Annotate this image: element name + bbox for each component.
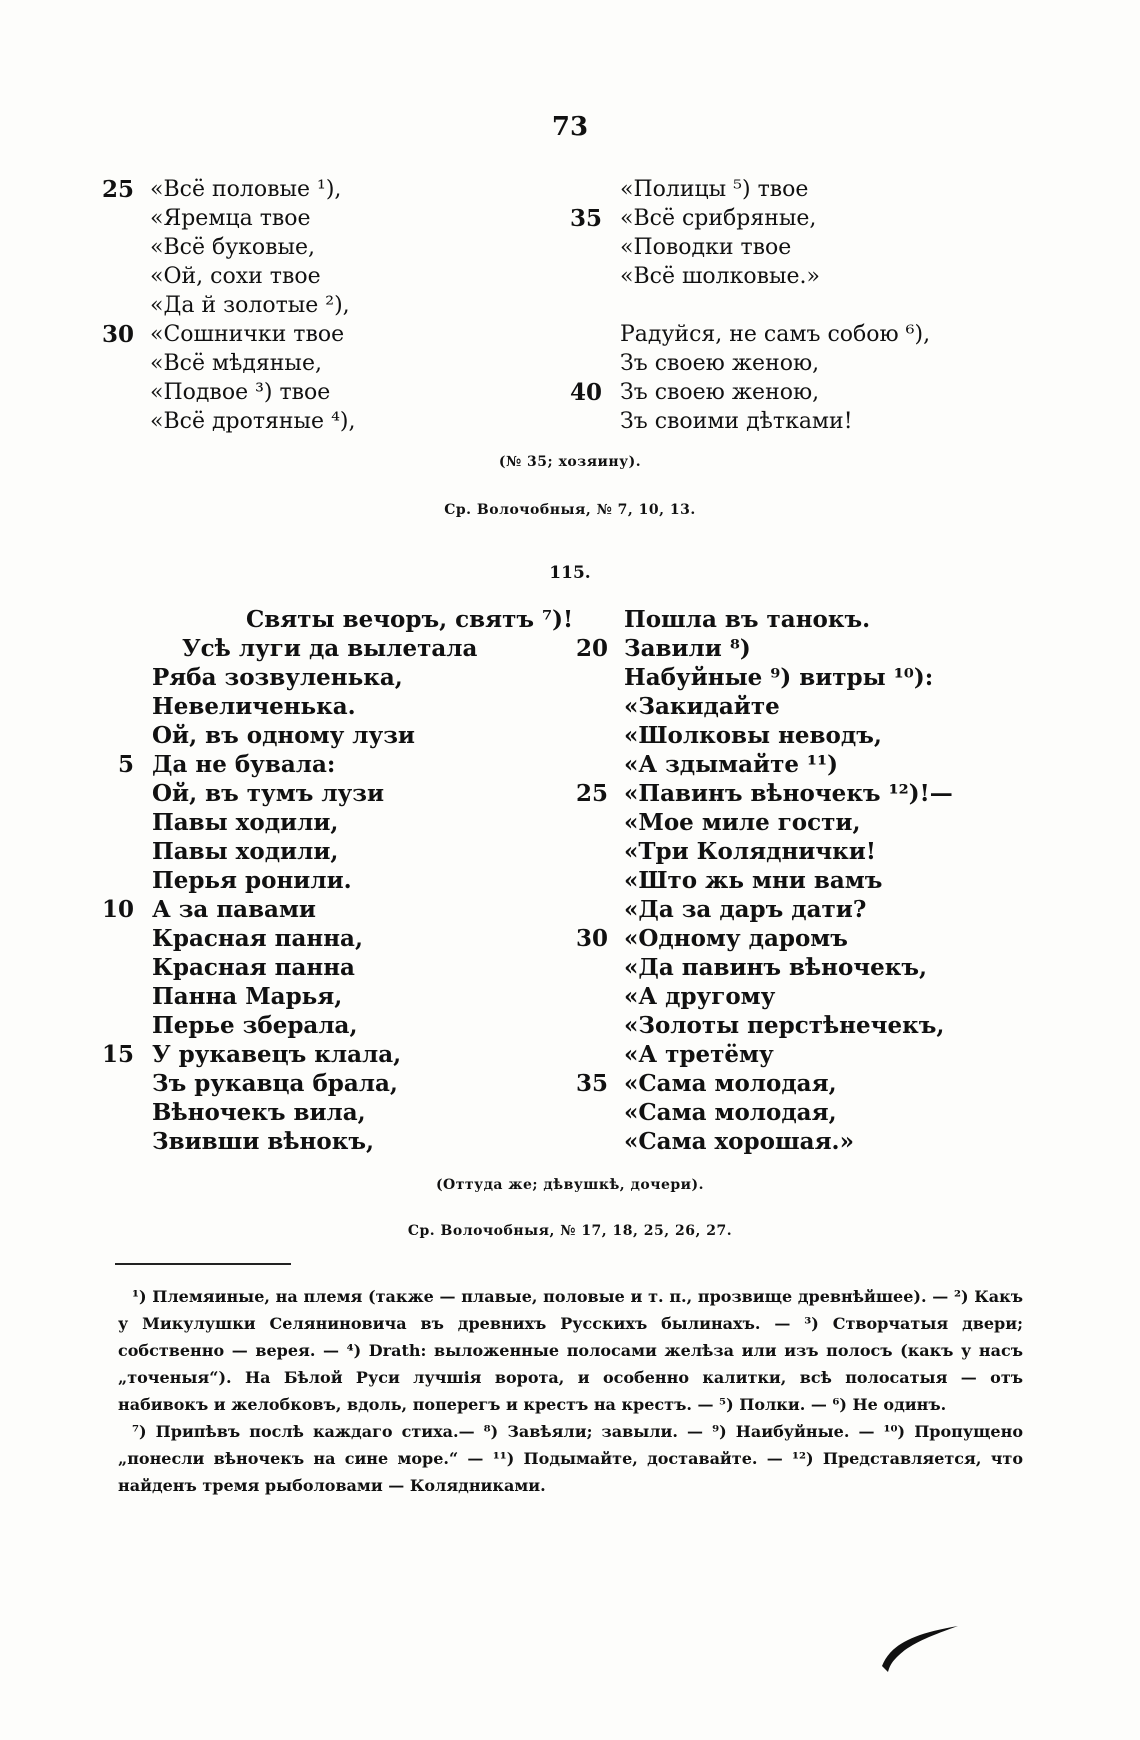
verse-line: «Сошнички твое <box>150 322 345 347</box>
verse-line: Перья ронили. <box>152 867 352 894</box>
verse-line: Павы ходили, <box>152 809 339 836</box>
verse-line: У рукавецъ клала, <box>152 1041 402 1068</box>
poem-2-heading: 115. <box>549 563 591 583</box>
verse-line: «А здымайте ¹¹) <box>624 751 839 778</box>
verse-line: Павы ходили, <box>152 838 339 865</box>
verse-line: «Да павинъ вѣночекъ, <box>624 954 928 981</box>
verse-line: «Всё половые ¹), <box>150 177 342 202</box>
verse-line: «Всё мѣдяные, <box>150 351 322 376</box>
poem-2-compare: Ср. Волочобныя, № 17, 18, 25, 26, 27. <box>407 1223 733 1239</box>
verse-line: Невеличенька. <box>152 693 356 720</box>
verse-line: Ой, въ одному лузи <box>152 722 415 749</box>
verse-line: «А третёму <box>624 1041 774 1068</box>
verse-line: «Сама молодая, <box>624 1099 837 1126</box>
verse-line: «Всё срибряные, <box>620 206 817 231</box>
verse-line: «А другому <box>624 983 776 1010</box>
footnotes <box>118 1283 1023 1499</box>
verse-line: «Полицы ⁵) твое <box>620 177 809 202</box>
verse-line: Усѣ луги да вылетала <box>182 635 478 662</box>
verse-line: «Три Коляднички! <box>624 838 876 865</box>
footnote-divider <box>115 1263 291 1265</box>
verse-line: Радуйся, не самъ собою ⁶), <box>620 322 931 347</box>
line-number: 25 <box>575 780 608 807</box>
poem-2-source: (Оттуда же; дѣвушкѣ, дочери). <box>435 1177 705 1193</box>
verse-line: Перье зберала, <box>152 1012 358 1039</box>
verse-line: Зъ своими дѣтками! <box>620 409 853 434</box>
line-number: 20 <box>575 635 608 662</box>
line-number: 30 <box>101 321 134 348</box>
footnote-block-1: ¹) Племяиные, на племя (также — плавые, половые и т. п., прозвище древнѣйшее). — ²) Какъ у Микулушки Селяниновича въ древнихъ Русскихъ былинахъ. — ³) Створчатыя двери; собственно — верея. — ⁴) Drath: выложенные полосами желѣза или изъ полосъ (какъ у насъ „точеныя“). На Бѣлой Руси лучшiя ворота, и особенно калитки, всѣ полосатыя — отъ набивокъ и желобковъ, вдоль, поперегъ и крестъ на крестъ. — ⁵) Полки. — ⁶) Не одинъ. <box>118 1287 1023 1414</box>
line-number: 15 <box>101 1041 134 1068</box>
verse-line: «Поводки твое <box>620 235 792 260</box>
verse-line: Красная панна, <box>152 925 363 952</box>
verse-line: «Одному даромъ <box>624 925 848 952</box>
verse-line: «Всё дротяные ⁴), <box>150 409 356 434</box>
verse-line: «Всё буковые, <box>150 235 316 260</box>
verse-line: Зъ рукавца брала, <box>152 1070 398 1097</box>
verse-line: «Павинъ вѣночекъ ¹²)!— <box>624 780 953 807</box>
verse-line: «Шолковы неводъ, <box>624 722 882 749</box>
quill-mark-icon <box>880 1616 960 1676</box>
line-number: 25 <box>101 176 134 203</box>
verse-line: Зъ своею женою, <box>620 380 820 405</box>
poem-1-source: (№ 35; хозяину). <box>498 454 642 470</box>
verse-line: Звивши вѣнокъ, <box>152 1128 374 1155</box>
line-number: 5 <box>117 751 134 778</box>
verse-line: «Сама молодая, <box>624 1070 837 1097</box>
verse-line: Завили ⁸) <box>624 635 751 662</box>
line-number: 40 <box>569 379 602 406</box>
verse-line: «Всё шолковые.» <box>620 264 820 289</box>
verse-line: «Да за даръ дати? <box>624 896 867 923</box>
verse-line: «Сама хорошая.» <box>624 1128 854 1155</box>
verse-line: Пошла въ танокъ. <box>624 606 871 633</box>
verse-line: А за павами <box>152 896 316 923</box>
verse-line: Набуйные ⁹) витры ¹⁰): <box>624 664 934 691</box>
verse-line: «Подвое ³) твое <box>150 380 331 405</box>
line-number: 35 <box>575 1070 608 1097</box>
verse-line: «Яремца твое <box>150 206 311 231</box>
verse-line: Зъ своею женою, <box>620 351 820 376</box>
verse-line: Вѣночекъ вила, <box>152 1099 366 1126</box>
verse-line: Ряба зозвуленька, <box>152 664 403 691</box>
verse-line: Ой, въ тумъ лузи <box>152 780 385 807</box>
verse-line: Красная панна <box>152 954 355 981</box>
verse-line: Да не бувала: <box>152 751 336 778</box>
poem-1-compare: Ср. Волочобныя, № 7, 10, 13. <box>444 502 696 518</box>
verse-line: «Што жь мни вамъ <box>624 867 883 894</box>
verse-line: Святы вечоръ, святъ ⁷)! <box>246 606 574 633</box>
verse-line: «Золоты перстѣнечекъ, <box>624 1012 945 1039</box>
verse-line: «Мое миле гости, <box>624 809 861 836</box>
verse-line: «Ой, сохи твое <box>150 264 321 289</box>
line-number: 10 <box>101 896 134 923</box>
page-number: 73 <box>551 112 589 142</box>
verse-line: «Закидайте <box>624 693 780 720</box>
line-number: 30 <box>575 925 608 952</box>
line-number: 35 <box>569 205 602 232</box>
footnote-block-2: ⁷) Припѣвъ послѣ каждаго стиха.— ⁸) Завѣяли; завыли. — ⁹) Наибуйные. — ¹⁰) Пропущено „понесли вѣночекъ на сине море.“ — ¹¹) Подымайте, доставайте. — ¹²) Представляется, что найденъ тремя рыболовами — Колядниками. <box>118 1422 1023 1495</box>
verse-line: Панна Марья, <box>152 983 343 1010</box>
verse-line: «Да й золотые ²), <box>150 293 350 318</box>
